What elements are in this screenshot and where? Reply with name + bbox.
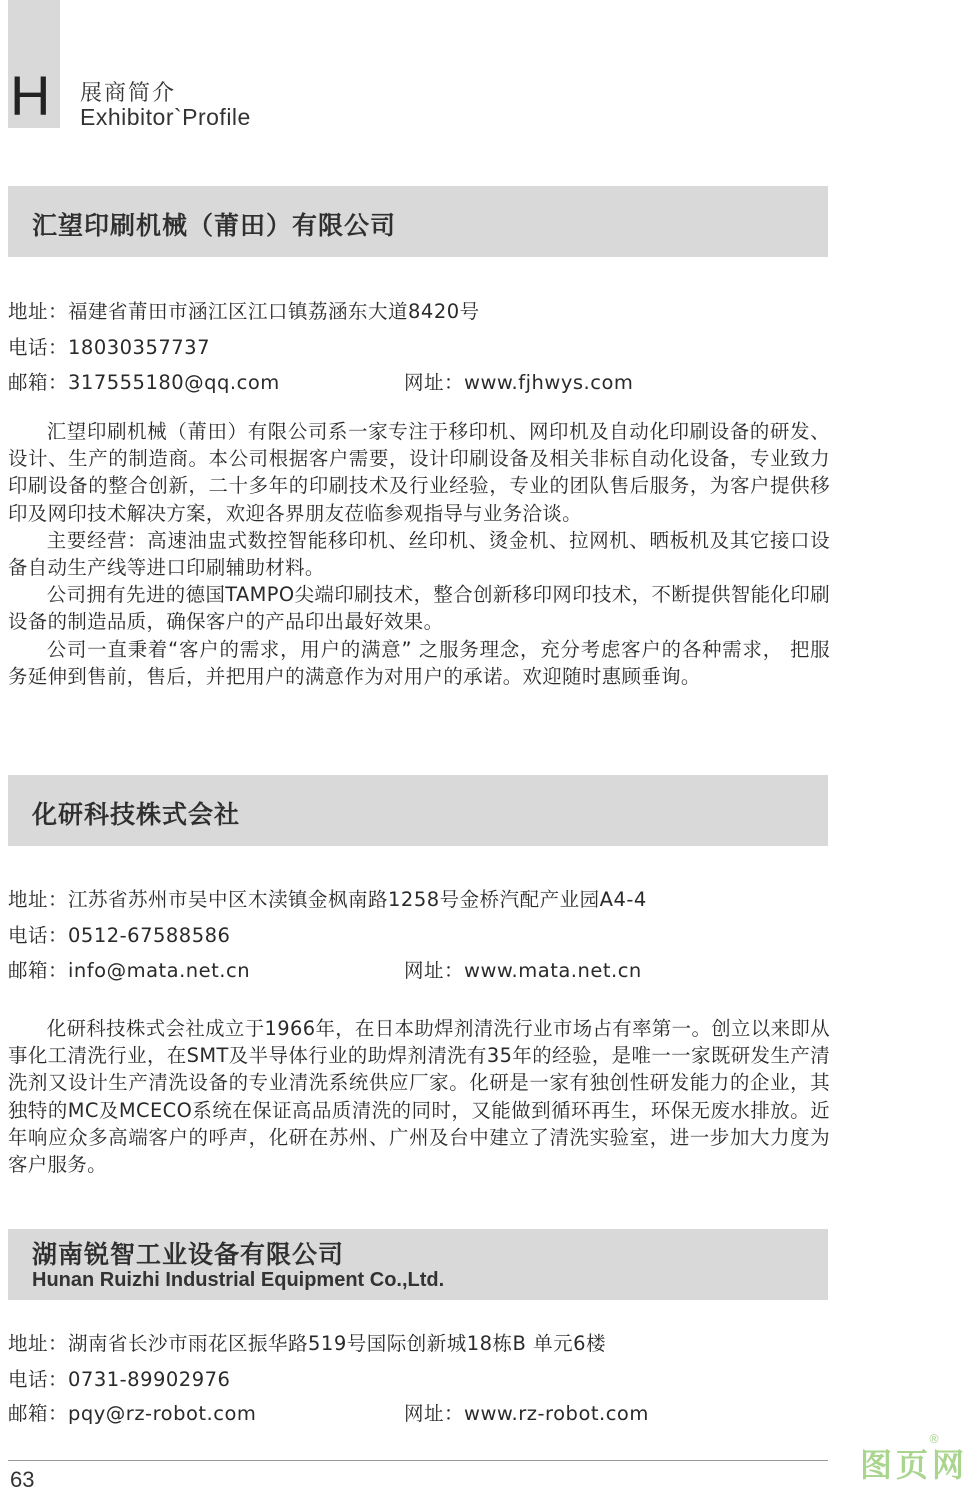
company-name: 湖南锐智工业设备有限公司 [32,1240,345,1269]
company-header [8,1229,828,1300]
phone-line: 电话：0512-67588586 [8,924,231,947]
page-number: 63 [10,1467,35,1492]
footer-divider [8,1460,828,1461]
watermark-logo: 图页网 [859,1446,968,1484]
address-line: 地址：江苏省苏州市吴中区木渎镇金枫南路1258号金桥汽配产业园A4-4 [8,888,647,911]
website-line: 网址：www.mata.net.cn [404,959,642,982]
company-header [8,186,828,257]
email-line: 邮箱：317555180@qq.com [8,371,280,394]
section-title-cn: 展商简介 [80,81,177,106]
phone-line: 电话：0731-89902976 [8,1368,231,1391]
company-name: 汇望印刷机械（莆田）有限公司 [32,211,397,240]
description-paragraph: 公司拥有先进的德国TAMPO尖端印刷技术，整合创新移印网印技术，不断提供智能化印刷设备的制造品质，确保客户的产品印出最好效果。 [8,583,830,634]
company-header [8,775,828,846]
email-line: 邮箱：info@mata.net.cn [8,959,251,982]
description-paragraph: 主要经营：高速油盅式数控智能移印机、丝印机、烫金机、拉网机、晒板机及其它接口设备自动生产线等进口印刷辅助材料。 [8,528,830,580]
company-name: 化研科技株式会社 [32,800,241,829]
section-letter: H [10,64,51,127]
registered-mark-icon: ® [928,1432,940,1446]
company-description [8,1015,830,1178]
address-line: 地址：湖南省长沙市雨花区振华路519号国际创新城18栋B 单元6楼 [8,1332,607,1355]
website-line: 网址：www.rz-robot.com [404,1402,649,1425]
address-line: 地址：福建省莆田市涵江区江口镇荔涵东大道8420号 [8,300,480,323]
phone-line: 电话：18030357737 [8,336,210,359]
description-paragraph: 化研科技株式会社成立于1966年，在日本助焊剂清洗行业市场占有率第一。创立以来即从事化工清洗行业，在SMT及半导体行业的助焊剂清洗有35年的经验，是唯一一家既研发生产清洗剂又设计生产清洗设备的专业清洗系统供应厂家。化研是一家有独创性研发能力的企业，其独特的MC及MCECO系统在保证高品质清洗的同时，又能做到循环再生，环保无废水排放。近年响应众多高端客户的呼声，化研在苏州、广州及台中建立了清洗实验室，进一步加大力度为客户服务。 [8,1017,830,1177]
description-paragraph: 汇望印刷机械（莆田）有限公司系一家专注于移印机、网印机及自动化印刷设备的研发、设计、生产的制造商。本公司根据客户需要，设计印刷设备及相关非标自动化设备，专业致力印刷设备的整合创新，二十多年的印刷技术及行业经验，专业的团队售后服务，为客户提供移印及网印技术解决方案，欢迎各界朋友莅临参观指导与业务洽谈。 [8,420,830,525]
website-line: 网址：www.fjhwys.com [404,371,634,394]
email-line: 邮箱：pqy@rz-robot.com [8,1402,257,1425]
section-title-en: Exhibitor`Profile [80,104,251,130]
company-description [8,418,830,690]
description-paragraph: 公司一直秉着“客户的需求，用户的满意” 之服务理念，充分考虑客户的各种需求， 把服务延伸到售前，售后，并把用户的满意作为对用户的承诺。欢迎随时惠顾垂询。 [8,637,830,688]
company-name-en: Hunan Ruizhi Industrial Equipment Co.,Ltd. [32,1269,445,1291]
